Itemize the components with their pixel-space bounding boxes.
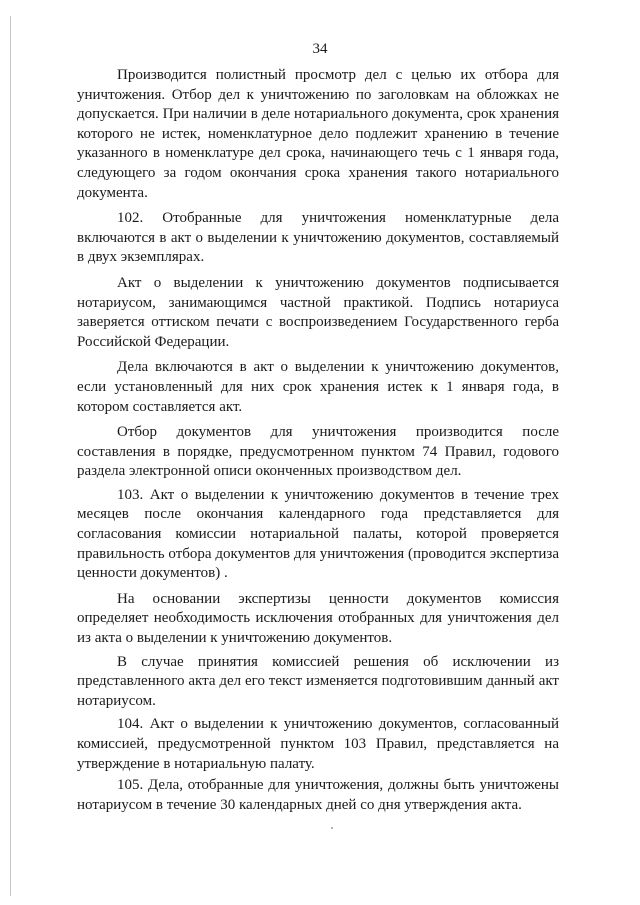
paragraph-104: 104. Акт о выделении к уничтожению документов, согласованный комиссией, предусмотренной пунктом 103 Правил, представляется на утверждение в нотариальную палату. [77, 716, 559, 772]
paragraph-exclusion-decision: В случае принятия комиссией решения об исключении из представленного акта дел его текст изменяется подготовившим данный акт нотариусом. [77, 653, 559, 709]
paragraph-act-signature: Акт о выделении к уничтожению документов подписывается нотариусом, занимающимся частной практикой. Подпись нотариуса заверяется оттиском печати с воспроизведением Государственного герба Российской Федерации. [77, 274, 559, 350]
document-body [77, 66, 559, 815]
paragraph-103: 103. Акт о выделении к уничтожению документов в течение трех месяцев после окончания календарного года представляется для согласования комиссии нотариальной палаты, которой проверяется правильность отбора документов для уничтожения (проводится экспертиза ценности документов) . [77, 486, 559, 582]
scan-edge-line [10, 16, 11, 896]
paragraph-inclusion-in-act: Дела включаются в акт о выделении к уничтожению документов, если установленный для них срок хранения истек к 1 января года, в котором составляется акт. [77, 359, 559, 415]
paragraph-selection-timing: Отбор документов для уничтожения производится после составления в порядке, предусмотренном пунктом 74 Правил, годового раздела электронной описи оконченных производством дел. [77, 424, 559, 480]
paragraph-expertise-commission: На основании экспертизы ценности документов комиссия определяет необходимость исключения отобранных для уничтожения дел из акта о выделении к уничтожению документов. [77, 590, 559, 647]
scan-speck [331, 827, 333, 829]
paragraph-102: 102. Отобранные для уничтожения номенклатурные дела включаются в акт о выделении к уничтожению документов, составляемый в двух экземплярах. [77, 210, 559, 266]
page-number: 34 [312, 41, 328, 57]
paragraph-105: 105. Дела, отобранные для уничтожения, должны быть уничтожены нотариусом в течение 30 календарных дней со дня утверждения акта. [77, 777, 559, 813]
paragraph-review-of-files: Производится полистный просмотр дел с целью их отбора для уничтожения. Отбор дел к уничтожению по заголовкам на обложках не допускается. При наличии в деле нотариального документа, срок хранения которого не истек, номенклатурное дело подлежит хранению в течение указанного в номенклатуре дел срока, начинающего течь с 1 января года, следующего за годом окончания срока хранения такого нотариального документа. [77, 67, 559, 201]
